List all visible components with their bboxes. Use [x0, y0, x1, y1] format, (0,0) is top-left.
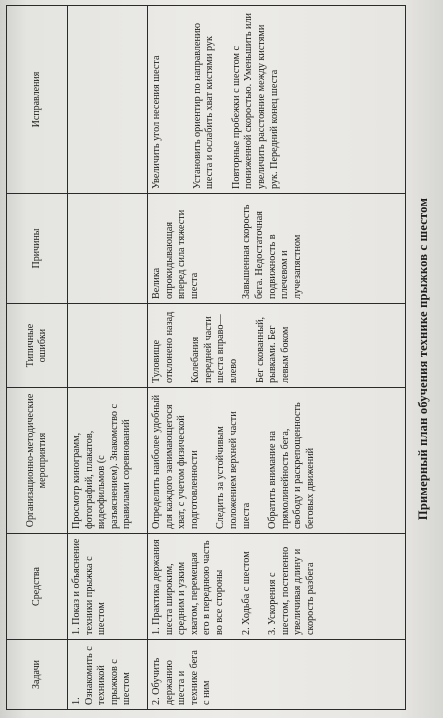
- means-cell: [68, 534, 148, 640]
- cause-item: Велика опрокидывающая вперед сила тяжести шеста: [151, 209, 200, 299]
- errors-cell: [68, 304, 148, 388]
- means-item: 2. Ходьба с шестом: [240, 551, 252, 635]
- error-item: Бег скованный, рывками. Бег левым боком: [254, 316, 291, 383]
- header-fixes: Исправления: [7, 6, 68, 194]
- header-tasks: Задачи: [7, 640, 68, 710]
- means-item: 1. Показ и объяснение техники прыжка с шестом: [71, 538, 108, 635]
- organization-item: Обратить внимание на прямолинейность бега, свободу и раскрепощенность беговых движений: [267, 402, 316, 529]
- error-item: Туловище отклонено назад: [151, 311, 175, 383]
- organization-cell: [68, 388, 148, 534]
- fix-item: Установить ориентир по направлению шеста и ослабить хват кистями рук: [191, 22, 216, 189]
- header-row: [7, 6, 68, 710]
- header-errors: Типичные ошибки: [7, 304, 68, 388]
- header-means: Средства: [7, 534, 68, 640]
- organization-item: Просмотр кинограмм, фотографий, плакатов, видеофильмов (с разъяснением). Знакомство с правилами соревнований: [71, 403, 133, 529]
- cause-item: Завышенная скорость бега. Недостаточная подвижность в плечевом и лучезапястном: [241, 204, 303, 299]
- fixes-cell: [68, 6, 148, 194]
- causes-cell: [68, 194, 148, 304]
- training-plan-table: [6, 5, 406, 710]
- table-row: [68, 6, 148, 710]
- header-causes: Причины: [7, 194, 68, 304]
- means-item: 3. Ускорения с шестом, постепенно увеличивая длину и скорость разбега: [267, 546, 316, 635]
- fixes-cell: [148, 6, 406, 194]
- task-cell: 1. Ознакомить с техникой прыжков с шестом: [68, 640, 148, 710]
- table-title: Примерный план обучения технике прыжков с шестом: [416, 197, 430, 521]
- organization-item: Определить наиболее удобный для каждого занимающегося хват, с учетом физической подготовленности: [151, 394, 200, 529]
- error-item: Колебания передней части шеста вправо—влево: [190, 314, 239, 383]
- task-cell: 2. Обучить держанию шеста и технике бега с ним: [148, 640, 406, 710]
- header-organization: Организационно-методические мероприятия: [7, 388, 68, 534]
- errors-cell: [148, 304, 406, 388]
- organization-cell: [148, 388, 406, 534]
- organization-item: Следить за устойчивым положением верхней части шеста: [215, 411, 252, 529]
- table-row: [148, 6, 406, 710]
- fix-item: Увеличить угол несения шеста: [151, 55, 162, 189]
- means-cell: [148, 534, 406, 640]
- fix-item: Повторные пробежки с шестом с пониженной скоростью. Уменьшить или увеличить расстояние между кистями рук. Передний конец шеста: [230, 13, 280, 189]
- causes-cell: [148, 194, 406, 304]
- means-item: 1. Практика держания шеста широким, средним и узким хватом, перемещая его в переднюю часть во все стороны: [151, 539, 225, 635]
